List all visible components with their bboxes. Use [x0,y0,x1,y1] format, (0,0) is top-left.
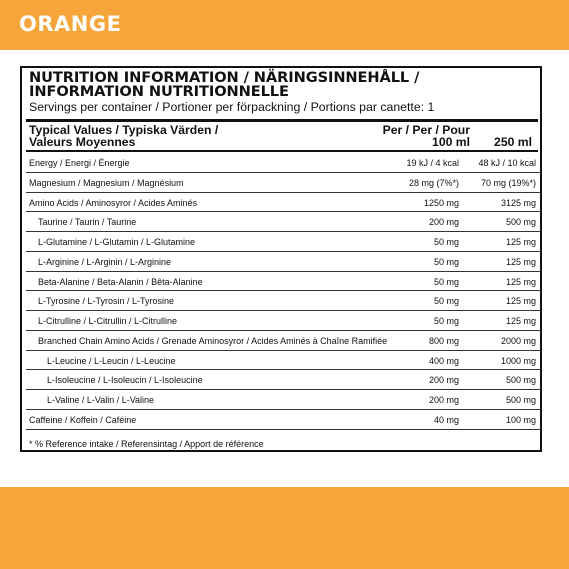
value-per-250ml: 125 mg [505,237,536,247]
value-per-250ml: 3125 mg [500,197,536,208]
column-label [29,124,218,148]
table-row [26,212,540,232]
value-per-250ml: 125 mg [505,296,536,307]
nutrient-name: Beta-Alanine / Beta-Alanin / Bêta-Alanine [38,276,203,287]
nutrient-name: L-Leucine / L-Leucin / L-Leucine [47,355,176,366]
nutrient-name: Branched Chain Amino Acids / Grenade Aminosyror / Acides Aminés à Chaîne Ramifiée [38,335,388,346]
flavor-title: ORANGE [19,12,122,36]
value-per-250ml: 500 mg [505,395,536,405]
top-color-band [0,0,569,50]
table-row [26,390,540,410]
column-label-line-2: Valeurs Moyennes [29,135,136,149]
nutrient-name: L-Glutamine / L-Glutamin / L-Glutamine [38,237,196,247]
value-per-100ml: 50 mg [433,276,459,287]
value-per-100ml: 40 mg [433,414,459,425]
nutrient-name: Caffeine / Koffein / Caféine [29,414,137,425]
table-row [26,351,540,371]
column-250ml-label: 250 ml [494,135,532,149]
table-row [26,232,540,252]
column-100ml-label: 100 ml [432,135,470,149]
column-per-label: Per / Per / Pour [382,123,470,137]
value-per-250ml: 500 mg [505,217,536,228]
nutrient-name: L-Citrulline / L-Citrullin / L-Citrulline [38,316,178,326]
servings-line: Servings per container / Portioner per förpackning / Portions par canette: 1 [29,100,435,114]
value-per-250ml: 2000 mg [500,335,536,346]
value-per-100ml: 200 mg [428,217,459,228]
table-row [26,370,540,390]
footnote: * % Reference intake / Referensintag / Apport de référence [29,439,264,449]
value-per-100ml: 50 mg [433,296,459,307]
column-label-line-1: Typical Values / Typiska Värden / [29,123,219,137]
value-per-250ml: 125 mg [505,276,536,287]
heading-line-2: INFORMATION NUTRITIONNELLE [29,83,289,100]
value-per-250ml: 70 mg (19%*) [480,177,536,188]
divider [26,150,538,152]
table-row [26,311,540,331]
value-per-100ml: 50 mg [433,316,459,326]
table-row [26,331,540,351]
nutrient-name: Taurine / Taurin / Taurine [38,217,137,228]
table-row [26,193,540,213]
value-per-100ml: 19 kJ / 4 kcal [406,158,459,168]
nutrient-name: L-Isoleucine / L-Isoleucin / L-Isoleucine [47,375,203,386]
value-per-250ml: 48 kJ / 10 kcal [478,158,536,168]
value-per-100ml: 50 mg [433,256,459,267]
nutrient-name: Amino Acids / Aminosyror / Acides Aminés [29,197,198,208]
divider [26,119,538,122]
nutrient-name: L-Arginine / L-Arginin / L-Arginine [38,256,172,267]
value-per-250ml: 500 mg [505,375,536,386]
heading-line-1: NUTRITION INFORMATION / NÄRINGSINNEHÅLL / [29,69,420,86]
table-row [26,173,540,193]
value-per-250ml: 125 mg [505,256,536,267]
nutrient-name: L-Tyrosine / L-Tyrosin / L-Tyrosine [38,296,175,307]
column-per-250ml [470,124,532,148]
nutrient-name: L-Valine / L-Valin / L-Valine [47,395,155,405]
value-per-100ml: 50 mg [433,237,459,247]
value-per-100ml: 800 mg [428,335,459,346]
column-per-100ml [377,124,470,148]
table-row [26,252,540,272]
nutrient-rows [26,153,540,430]
value-per-100ml: 1250 mg [423,197,459,208]
value-per-250ml: 125 mg [505,316,536,326]
table-row [26,153,540,173]
panel-heading [29,71,539,99]
nutrition-panel [20,66,542,452]
value-per-250ml: 1000 mg [500,355,536,366]
value-per-100ml: 28 mg (7%*) [408,177,459,188]
value-per-100ml: 200 mg [428,375,459,386]
table-row [26,272,540,292]
table-row [26,291,540,311]
nutrient-name: Magnesium / Magnesium / Magnésium [29,177,184,188]
nutrient-name: Energy / Energi / Énergie [29,158,130,168]
value-per-100ml: 200 mg [428,395,459,405]
table-row [26,410,540,430]
value-per-250ml: 100 mg [505,414,536,425]
bottom-color-band [0,487,569,569]
value-per-100ml: 400 mg [428,355,459,366]
